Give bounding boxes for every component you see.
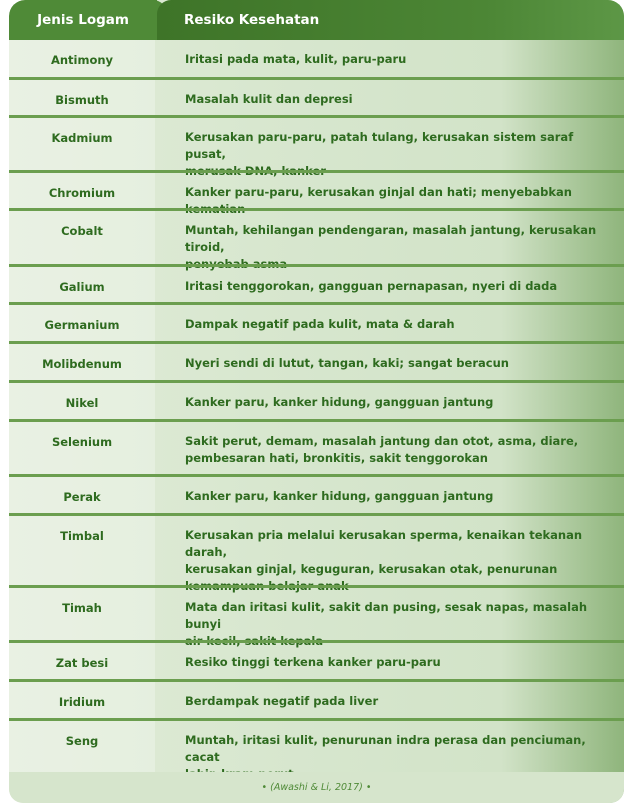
table-row [9, 477, 624, 514]
risk-description [185, 422, 605, 467]
table-header [9, 0, 624, 40]
metal-name: Selenium [9, 422, 155, 475]
metal-name: Perak [9, 477, 155, 514]
risk-line: Mata dan iritasi kulit, sakit dan pusing, sesak napas, masalah bunyi [185, 600, 588, 631]
table-row [9, 588, 624, 641]
risk-description: Berdampak negatif pada liver [185, 694, 379, 708]
header-metal-label: Jenis Logam [37, 12, 129, 28]
table-row [9, 173, 624, 209]
metal-name: Seng [9, 721, 155, 772]
header-health-risk [157, 0, 624, 40]
metal-name: Bismuth [9, 80, 155, 116]
risk-line: Kerusakan paru-paru, patah tulang, kerusakan sistem saraf pusat, [185, 130, 574, 161]
metal-name: Iridium [9, 682, 155, 719]
metal-name: Kadmium [9, 118, 155, 171]
header-metal-type [9, 0, 157, 40]
risk-description: Iritasi pada mata, kulit, paru-paru [185, 52, 407, 66]
health-risk-table [9, 0, 624, 803]
table-row [9, 422, 624, 475]
table-row [9, 118, 624, 171]
risk-description: Nyeri sendi di lutut, tangan, kaki; sangat beracun [185, 356, 509, 370]
metal-name: Timah [9, 588, 155, 641]
risk-line: pembesaran hati, bronkitis, sakit tenggorokan [185, 451, 488, 465]
table-row [9, 211, 624, 265]
metal-name: Zat besi [9, 643, 155, 680]
header-risk-label: Resiko Kesehatan [184, 12, 320, 28]
risk-description: Resiko tinggi terkena kanker paru-paru [185, 655, 441, 669]
table-row [9, 383, 624, 420]
risk-line: Kerusakan pria melalui kerusakan sperma, kenaikan tekanan darah, [185, 528, 583, 559]
table-row [9, 267, 624, 303]
risk-description: Dampak negatif pada kulit, mata & darah [185, 317, 455, 331]
citation-footer [9, 772, 624, 803]
risk-line: Sakit perut, demam, masalah jantung dan otot, asma, diare, [185, 434, 579, 448]
table-row [9, 305, 624, 342]
table-row [9, 682, 624, 719]
risk-description: Kanker paru-paru, kerusakan ginjal dan hati; menyebabkan [185, 185, 572, 199]
metal-name: Molibdenum [9, 344, 155, 381]
table-row [9, 80, 624, 116]
table-row [9, 344, 624, 381]
risk-description: Kanker paru, kanker hidung, gangguan jantung [185, 489, 494, 503]
metal-name: Antimony [9, 40, 155, 78]
table-row [9, 643, 624, 680]
metal-name: Chromium [9, 173, 155, 209]
risk-line: Muntah, iritasi kulit, penurunan indra perasa dan penciuman, cacat [185, 733, 586, 764]
table-row [9, 721, 624, 772]
risk-description [185, 516, 605, 595]
table-row [9, 516, 624, 586]
risk-line: kerusakan ginjal, keguguran, kerusakan otak, penurunan [185, 562, 558, 576]
metal-name: Galium [9, 267, 155, 303]
risk-description: Masalah kulit dan depresi [185, 92, 353, 106]
risk-description: Kanker paru, kanker hidung, gangguan jantung [185, 395, 494, 409]
table-row [9, 40, 624, 78]
citation-text: • (Awashi & Li, 2017) • [261, 782, 372, 793]
metal-name: Timbal [9, 516, 155, 586]
metal-name: Nikel [9, 383, 155, 420]
risk-description: Iritasi tenggorokan, gangguan pernapasan, nyeri di dada [185, 279, 558, 293]
risk-line: Muntah, kehilangan pendengaran, masalah jantung, kerusakan tiroid, [185, 223, 597, 254]
metal-name: Cobalt [9, 211, 155, 265]
metal-name: Germanium [9, 305, 155, 342]
